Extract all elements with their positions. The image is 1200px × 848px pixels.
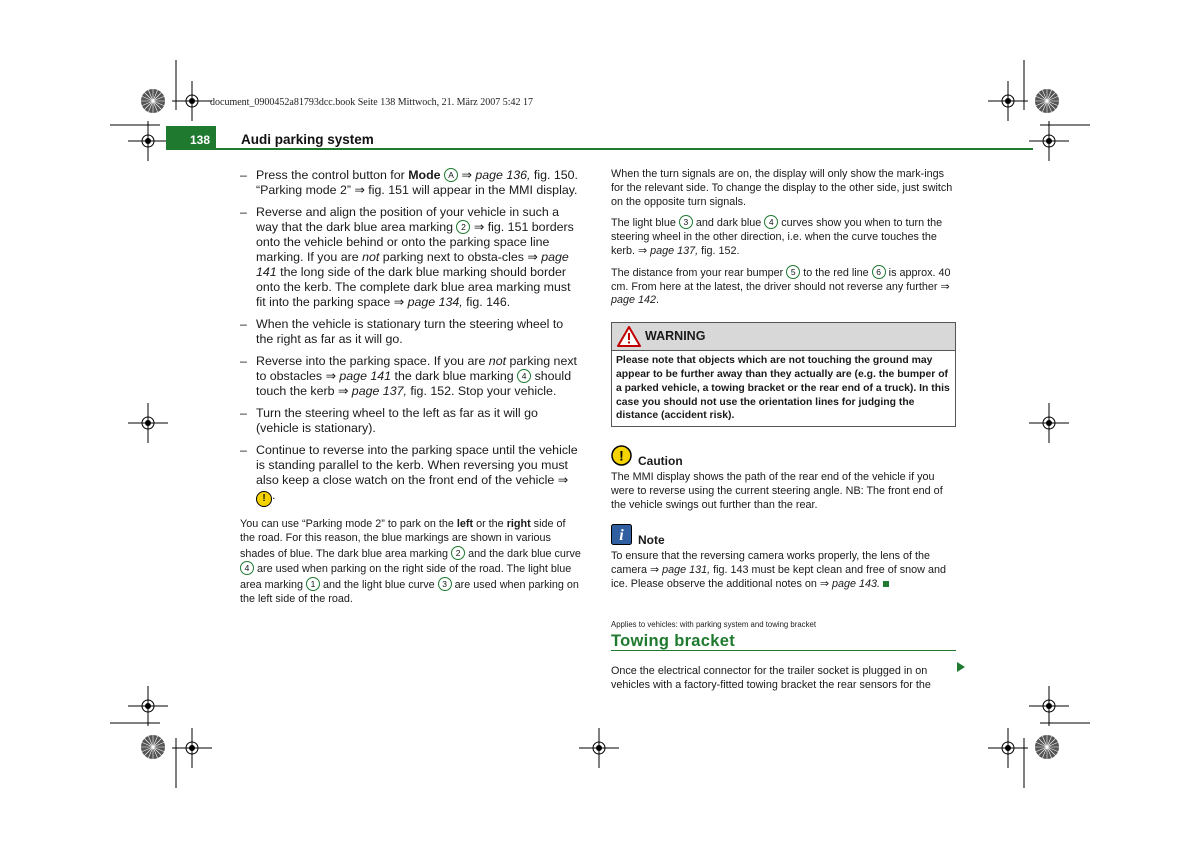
callout-4-icon: 4 — [764, 215, 778, 229]
step-4: – Reverse into the parking space. If you are not parking next to obstacles ⇒ page 141 the dark blue marking 4 should touch the kerb ⇒ page 137, fig. 152. Stop your vehicle. — [240, 354, 577, 398]
turn-signal-paragraph: When the turn signals are on, the display will only show the mark-ings for the relevant side. To change the display to the other side, just switch on the opposite turn signals. — [611, 168, 953, 208]
warning-triangle-icon — [617, 326, 641, 347]
step-5: – Turn the steering wheel to the left as far as it will go (vehicle is stationary). — [240, 406, 538, 435]
towing-paragraph: Once the electrical connector for the trailer socket is plugged in on vehicles with a factory-fitted towing bracket the rear sensors for the — [611, 665, 931, 691]
svg-text:i: i — [619, 527, 624, 545]
caution-icon — [611, 445, 632, 466]
distance-paragraph: The distance from your rear bumper 5 to the red line 6 is approx. 40 cm. From here at the latest, the driver should not reverse any further ⇒ page 142. — [611, 266, 951, 307]
callout-5-icon: 5 — [786, 265, 800, 279]
caution-text: The MMI display shows the path of the rear end of the vehicle if you were to reverse using the current steering angle. NB: The front end of the vehicle swings out further than the rear. — [611, 470, 943, 511]
warning-text: Please note that objects which are not touching the ground may appear to be further away than they actually are (e.g. the bumper of a parked vehicle, a towing bracket or the rear end of a truck). In this case you should not use the orientation lines for judging the distance (accident risk). — [616, 355, 950, 422]
callout-6-icon: 6 — [872, 265, 886, 279]
note-block — [611, 524, 956, 591]
warning-header — [612, 323, 955, 351]
continue-arrow-icon — [957, 662, 965, 672]
note-text: To ensure that the reversing camera works properly, the lens of the camera ⇒ page 131, fig. 143 must be kept clean and free of snow and ice. Please observe the additional notes on ⇒ page 143. — [611, 550, 946, 590]
page-link[interactable]: page 134, — [407, 295, 463, 309]
callout-3-icon: 3 — [438, 577, 452, 591]
curves-paragraph: The light blue 3 and dark blue 4 curves show you when to turn the steering wheel in the other direction, i.e. when the curve touches the kerb. ⇒ page 137, fig. 152. — [611, 217, 943, 257]
page-number: 138 — [190, 133, 211, 147]
warning-label: WARNING — [645, 329, 706, 344]
header-rule — [216, 148, 1033, 150]
parking-mode-paragraph: You can use “Parking mode 2” to park on the left or the right side of the road. For this reason, the blue markings are shown in various shades of blue. The dark blue area marking 2 and the dark blue curve 4 are used when parking on the right side of the road. The light blue area marking 1 and the light blue curve 3 are used when parking on the left side of the road. — [240, 518, 581, 605]
section-rule — [611, 650, 956, 651]
page-link[interactable]: page 136, — [475, 168, 531, 182]
step-2: – Reverse and align the position of your vehicle in such a way that the dark blue area marking 2 ⇒ fig. 151 borders onto the vehicle behind or onto the parking space line marking. If you are not parking next to obsta-cles ⇒ page 141 the long side of the dark blue marking should border onto the kerb. The complete dark blue area marking must fit into the parking space ⇒ page 134, fig. 146. — [240, 205, 574, 309]
callout-4-icon: 4 — [517, 369, 531, 383]
page-link[interactable]: page 137, — [650, 244, 699, 257]
caution-icon: ! — [256, 491, 272, 507]
callout-4-icon: 4 — [240, 561, 254, 575]
running-title: Audi parking system — [241, 132, 374, 147]
right-column — [611, 168, 956, 699]
left-column — [240, 168, 582, 607]
section-title: Towing bracket — [611, 632, 735, 651]
page-link[interactable]: page 131, — [662, 563, 711, 576]
step-1: – Press the control button for Mode A ⇒ page 136, fig. 150. “Parking mode 2” ⇒ fig. 151 will appear in the MMI display. — [240, 168, 578, 197]
page-link[interactable]: page 141 — [339, 369, 392, 383]
svg-text:!: ! — [619, 447, 624, 464]
page-link[interactable]: page 143. — [831, 577, 880, 590]
info-icon — [611, 524, 632, 545]
caution-label: Caution — [638, 454, 683, 469]
applies-to-line: Applies to vehicles: with parking system and towing bracket — [611, 619, 816, 629]
print-info: document_0900452a81793dcc.book Seite 138 Mittwoch, 21. März 2007 5:42 17 — [210, 97, 534, 108]
note-label: Note — [638, 533, 665, 548]
step-6: – Continue to reverse into the parking space until the vehicle is standing parallel to the kerb. When reversing you must also keep a close watch on the front end of the vehicle ⇒ ! . — [240, 443, 582, 507]
caution-block — [611, 445, 956, 512]
page-link[interactable]: page 142 — [611, 294, 657, 307]
step-3: – When the vehicle is stationary turn the steering wheel to the right as far as it will go. — [240, 317, 564, 346]
page-link[interactable]: page 137, — [351, 384, 407, 398]
callout-2-icon: 2 — [451, 546, 465, 560]
end-of-section-mark — [883, 581, 889, 587]
page-link[interactable]: page 141 — [256, 250, 569, 279]
callout-a-icon: A — [444, 168, 458, 182]
callout-2-icon: 2 — [456, 220, 470, 234]
callout-3-icon: 3 — [679, 215, 693, 229]
warning-box — [611, 322, 956, 427]
callout-1-icon: 1 — [306, 577, 320, 591]
